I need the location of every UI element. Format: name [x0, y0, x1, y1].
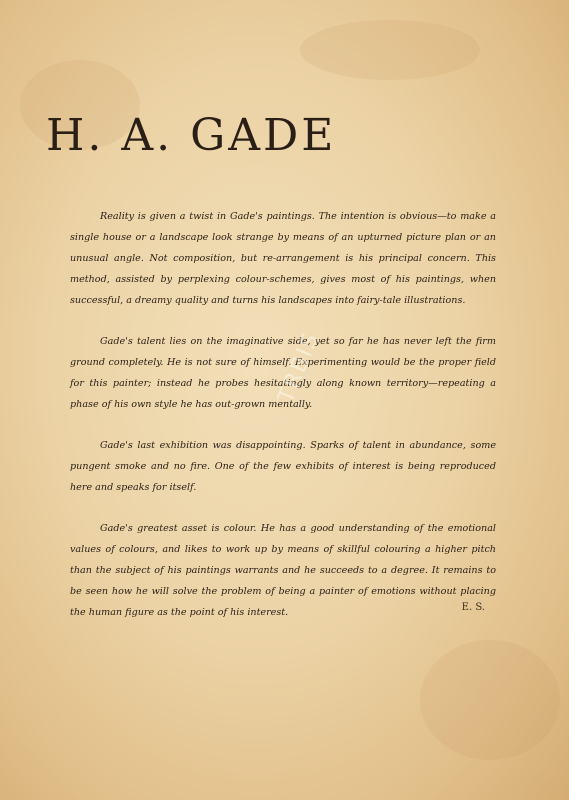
paragraph: Reality is given a twist in Gade's paintings. The intention is obvious—to make a single house or a landscape look strange by means of an upturned picture plan or an unusual angle. Not composition, but re-arrangement is his principal concern. This method, assisted by perplexing colour-schemes, gives most of his paintings, when successful, a dreamy quality and turns his landscapes into fairy-tale illustrations.: [70, 211, 496, 306]
paragraph: Gade's greatest asset is colour. He has a good understanding of the emotional values of colours, and likes to work up by means of skillful colouring a higher pitch than the subject of his paintings warrants and he succeeds to a degree. It remains to be seen how he will solve the problem of being a painter of emotions without placing the human figure as the point of his interest.: [70, 523, 496, 618]
paper-stain: [420, 640, 560, 760]
paragraph: Gade's talent lies on the imaginative side, yet so far he has never left the firm ground completely. He is not sure of himself. Experimenting would be the proper field for this painter; instead he probes hesitatingly along known territory—repeating a phase of his own style he has out-grown mentally.: [70, 336, 496, 410]
paper-stain: [300, 20, 480, 80]
author-signature: E. S.: [461, 602, 485, 613]
watermark-text: TRBIS: [273, 328, 325, 407]
article-body: [70, 206, 496, 643]
article-title: H. A. GADE: [46, 110, 337, 161]
paragraph: Gade's last exhibition was disappointing. Sparks of talent in abundance, some pungent smoke and no fire. One of the few exhibits of interest is being reproduced here and speaks for itself.: [70, 440, 496, 493]
